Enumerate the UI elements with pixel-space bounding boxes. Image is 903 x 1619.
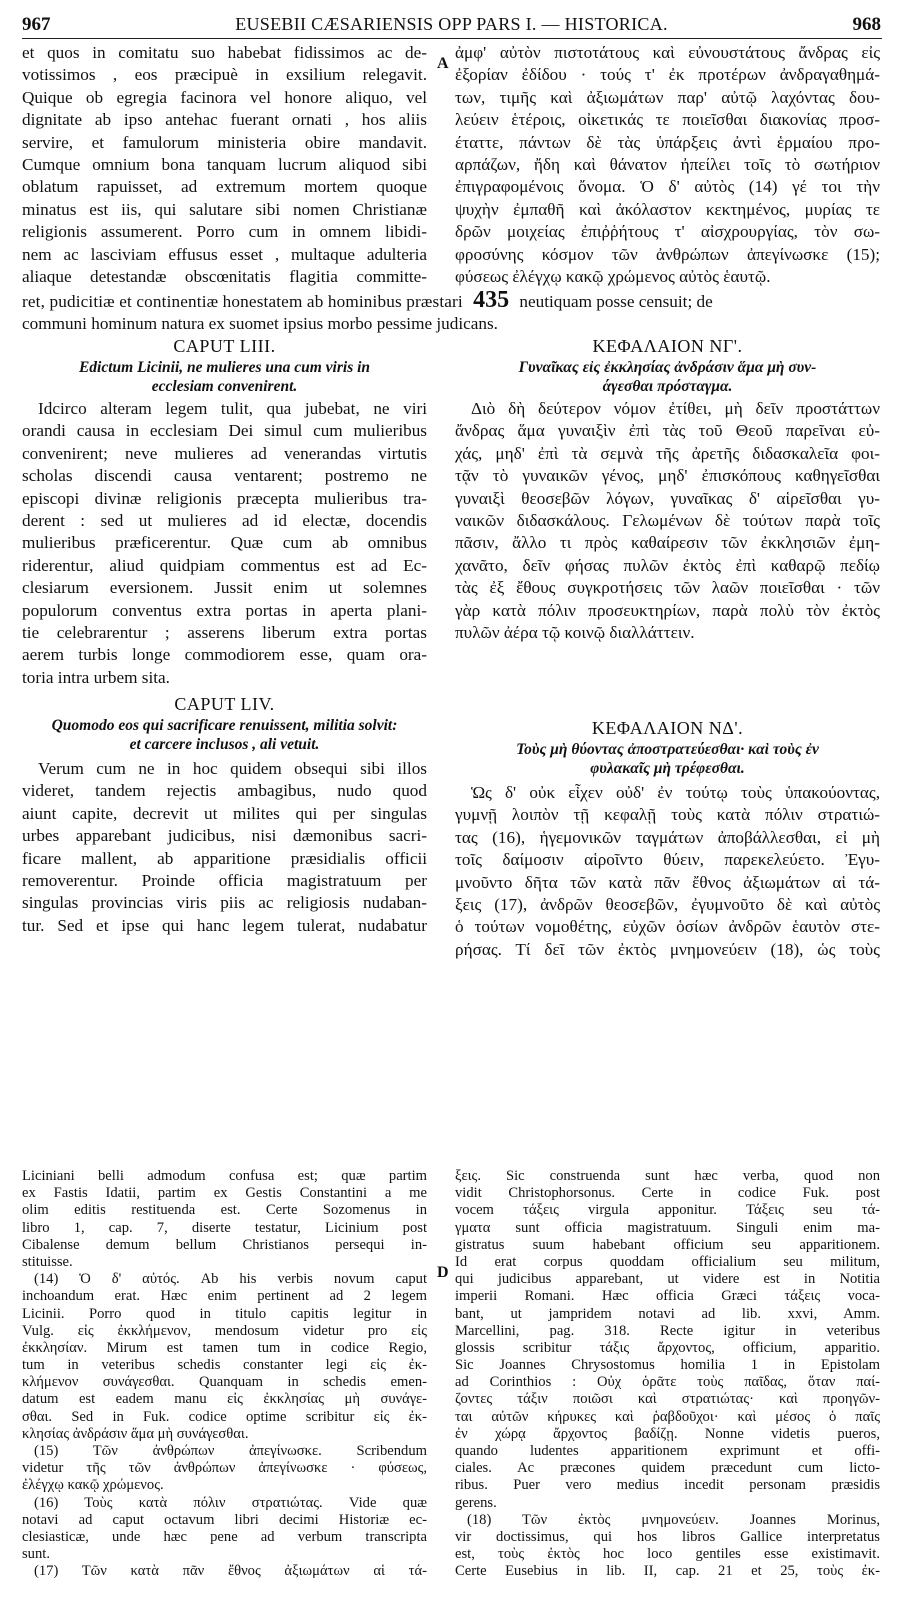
note-line: Certe Eusebius in lib. II, cap. 21 et 25, τοὺς ἐκ- (455, 1563, 880, 1580)
kephalaion-54-subtitle-1: Τοὺς μὴ θύοντας ἀποστρατεύεσθαι· καὶ τοὺς ἐν (516, 741, 819, 758)
text-line: ξεις (17), ἀνδρῶν θεοσεβῶν, ἐγυμνοῦτο δὲ καὶ αὐτὸς (455, 894, 880, 914)
text-line: servire, et famulorum ministeria obire mandavit. (22, 132, 427, 152)
note-line: ex Fastis Idatii, partim ex Gestis Constantini a me (22, 1185, 427, 1202)
page-number-right: 968 (852, 14, 881, 35)
caput-54-subtitle-2: et carcere inclusos , ali vetuit. (129, 736, 320, 753)
note-line: libro 1, cap. 7, diserte testatur, Licinium post (22, 1219, 427, 1236)
note-line: Cibalense demum bellum Christianos persequi in- (22, 1236, 427, 1253)
note-line: videtur τῆς τῶν ἀνθρώπων ἀπεγίνωσκε · φύσεως, (22, 1460, 427, 1477)
text-line: χάς, μηδ' ἐπὶ τὰ σεμνὰ τῆς ἀρετῆς διδασκαλεῖα φοι- (455, 443, 880, 463)
note-line: clesiasticæ, unde hæc pene ad verbum transcripta (22, 1528, 427, 1545)
text-line: ἀμφ' αὐτὸν πιστοτάτους καὶ εὐνουστάτους ἄνδρας εἰς (455, 43, 880, 62)
note-line: Sic Joannes Chrysostomus homilia 1 in Epistolam (455, 1357, 880, 1374)
text-line: aerem turbis longe commodiorem esse, quam ora- (22, 645, 427, 665)
text-line: φύσεως ἐλέγχῳ κακῷ χρώμενος αὐτὸς ἑαυτῷ. (455, 266, 771, 286)
top-latin-column (22, 42, 427, 288)
note-line: (18) Τῶν ἐκτὸς μνημονεύειν. Joannes Morinus, (467, 1511, 880, 1528)
note-line: ἐλέγχῳ κακῷ χρώμενος. (22, 1477, 164, 1494)
margin-letter-d: D (437, 1264, 449, 1281)
note-line: ἐν χώρᾳ ἄρχοντος βαδίζῃ. Nonne videtis pueros, (455, 1425, 880, 1442)
text-line: ρήσας. Τί δεῖ τῶν ἐκτὸς μνημονεύειν (18), ὡς τοὺς (455, 939, 880, 959)
caput-53-subtitle-1: Edictum Licinii, ne mulieres una cum viris in (78, 359, 371, 376)
note-line: ζοντες τάξιν ποιῶσι καὶ στρατιώτας· καὶ προηγῶν- (455, 1391, 880, 1408)
kephalaion-53-subtitle-2: άγεσθαι πρόσταγμα. (602, 378, 733, 395)
note-line: stituisse. (22, 1253, 73, 1270)
running-title: EUSEBII CÆSARIENSIS OPP PARS I. — HISTORICA. (235, 14, 668, 34)
text-line: populorum conventus extra portas in aperta plani- (22, 600, 427, 620)
note-line: ξεις. Sic construenda sunt hæc verba, quod non (455, 1168, 880, 1184)
text-line: χανᾶτο, δεῖν φήσας πυλῶν ἐκτὸς ἐπὶ καθαρῷ πεδίῳ (455, 555, 880, 575)
text-line: minatus est iis, qui salutare sibi nomen Christianæ (22, 199, 427, 219)
note-line: ται αὐτῶν κήρυκες καὶ ῥαβδοῦχοι· καὶ μέσος ὁ παῖς (455, 1408, 880, 1425)
text-line: Cumque omnium bona tanquam lucrum aliquod sibi (22, 154, 427, 174)
note-line: quando ludentes apparitionem exprimunt et offi- (455, 1443, 880, 1459)
note-line: est, τοὺς ἐκτὸς hoc loco gentiles esse existimavit. (455, 1546, 880, 1563)
note-line: tum in veteribus schedis constanter legi εἰς ἐκ- (22, 1357, 427, 1374)
text-line: τὰς ἐξ ἔθους συγκροτήσεις τῶν λαῶν ποιεῖσθαι · τῶν (455, 578, 880, 598)
note-line: vidit Christophorsonus. Certe in codice Fuk. post (455, 1185, 880, 1202)
text-line: nem ac lasciviam effusus esset , multaque adulteria (22, 244, 427, 264)
text-line: aiunt capite, decrevit ut milites qui per singulas (22, 803, 427, 823)
margin-letter-a: A (437, 55, 449, 72)
note-line: sunt. (22, 1546, 50, 1563)
caput-54-heading: CAPUT LIV. (174, 694, 275, 714)
note-line: imperii Romani. Hæc officia Græci τάξεις voca- (455, 1288, 880, 1305)
full-width-line-2: communi hominum natura ex suomet ipsius morbo pessime judicans. (22, 314, 498, 333)
text-line: έταττε, πάντων δὲ τὰς ὑπάρξεις ἀντὶ ἑρμαίου προ- (455, 132, 880, 152)
note-line: gerens. (455, 1494, 497, 1511)
text-line: ψυχὴν ἐμπαθῆ καὶ ἀκόλαστον κεκτημένος, μυρίας τε (455, 199, 880, 219)
note-line: inchoandum erat. Hæc enim pertinent ad 2 legem (22, 1288, 427, 1305)
kephalaion-54-subtitle-2: φυλακαῖς μὴ τρέφεσθαι. (590, 760, 745, 777)
text-line: τας (16), ἡγεμονικῶν ταγμάτων ἀποβάλλεσθαι, εἰ μὴ (455, 827, 880, 847)
text-line: mulieribus præficerentur. Quæ cum ab omnibus (22, 533, 427, 553)
text-line: oblatum rapuisset, ad extremum mortem quoque (22, 177, 427, 197)
text-line: religionis assumerent. Porro cum in omnem libidi- (22, 222, 427, 242)
note-line: γματα sunt officia magistratuum. Singuli enim ma- (455, 1219, 880, 1236)
note-line: Vulg. εἰς ἐκκλήμενον, mendosum videtur pro εἰς (22, 1322, 427, 1339)
text-line: Διὸ δὴ δεύτερον νόμον ἐτίθει, μὴ δεῖν προστάττων (471, 399, 880, 418)
caput-53-subtitle-2: ecclesiam convenirent. (151, 378, 298, 395)
note-line: bant, ut jampridem notavi ad lib. xxvi, Amm. (455, 1305, 880, 1322)
text-line: μνοῦντο δῆτα τῶν κατὰ πᾶν ἔθνος ἀξιωμάτων αἱ τά- (455, 872, 880, 892)
note-line: Id erat corpus quoddam officialium seu militum, (455, 1253, 880, 1270)
text-line: clesiarum eversionem. Jussit enim ut solemnes (22, 578, 427, 598)
text-line: scholas discendi causa ventarent; postremo ne (22, 466, 427, 486)
text-line: δρῶν μοιχείας ἐπιῤῥήτους τ' αἰσχρουργίας, τὸν σω- (455, 222, 880, 242)
text-line: πᾶσιν, ἄλλο τι πρὸς καθαίρεσιν τῶν ἐκκλησιῶν ἐμη- (455, 533, 880, 553)
full-width-line-1 (22, 289, 882, 315)
text-line: episcopi divinæ religionis præcepta mulieribus tra- (22, 488, 427, 508)
text-line: των, τιμῆς καὶ ἀξιωμάτων παρ' αὐτῷ λαχόντας δου- (455, 87, 880, 107)
text-line: τᾷν τὸ γυναικῶν γένος, μηδ' ἐπισκόπους καθηγεῖσθαι (455, 466, 880, 486)
text-line: aliaque detestandæ obscœnitatis flagitia committe- (22, 266, 427, 286)
text-line: ναικῶν διδασκάλους. Γελωμένων δὲ τούτων παρὰ τοῖς (455, 510, 880, 530)
text-line: Verum cum ne in hoc quidem obsequi sibi illos (38, 759, 427, 778)
caput-54-subtitle-1: Quomodo eos qui sacrificare renuissent, militia solvit: (51, 717, 398, 734)
text-line: λεύειν ἑτέροις, οἰκετικάς τε ποιεῖσθαι διακονίας προσ- (455, 110, 880, 130)
note-line: κλήμενον συνάγεσθαι. Quanquam in schedis emen- (22, 1374, 427, 1391)
note-line: Licinii. Porro quod in titulo capitis legitur in (22, 1305, 427, 1322)
page-number-left: 967 (22, 14, 51, 35)
text-line: videret, tandem rejectis ambagibus, nudo quod (22, 781, 427, 801)
note-line: (16) Τοὺς κατὰ πόλιν στρατιώτας. Vide quæ (34, 1494, 427, 1511)
note-line: (17) Τῶν κατὰ πᾶν ἔθνος ἀξιωμάτων αἱ τά- (34, 1563, 427, 1580)
caput-54-latin-text (22, 758, 427, 937)
kephalaion-53-subtitle-1: Γυναῖκας εἰς ἐκκλησίας ἀνδράσιν ἅμα μὴ συν- (518, 359, 817, 376)
note-line: ribus. Puer vero medius incedit personam præsidis (455, 1477, 880, 1494)
kephalaion-54-heading: ΚΕΦΑΛΑΙΟΝ ΝΔ'. (591, 718, 744, 738)
full-line-text-a: ret, pudicitiæ et continentiæ honestatem ab hominibus præstari (22, 292, 463, 311)
text-line: γυναιξὶ θεοσεβῶν λόγων, γυναῖκας δ' αἱρεῖσθαι γυ- (455, 488, 880, 508)
text-line: riderentur, aliud quidpiam commentus est ad Ec- (22, 555, 427, 575)
text-line: γυμνῇ λοιπὸν τῇ κεφαλῇ τοὺς κατὰ πόλιν στρατιώ- (455, 805, 880, 825)
note-line: ἐκκλησίαν. Mirum est tamen tum in codice Regio, (22, 1339, 427, 1356)
note-line: ciales. Ac præcones quidem præcedunt cum licto- (455, 1460, 880, 1477)
text-line: φροσύνης κόσμον τῶν ἀνθρώπων ἀπεγίνωσκε (15); (455, 244, 880, 264)
text-line: derent : sed ut mulieres ad id electæ, docendis (22, 510, 427, 530)
note-line: olim editis restituenda est. Certe Sozomenus in (22, 1202, 427, 1219)
text-line: ὁ τούτων νομοθέτης, εὐχῶν ὁσίων ἀνδρῶν ἑαυτὸν στε- (455, 917, 880, 937)
text-line: orandi causa in ecclesiam Dei simul cum mulieribus (22, 421, 427, 441)
note-line: σθαι. Sed in Fuk. codice optime scribitur εἰς ἐκ- (22, 1408, 427, 1425)
text-line: singulas provincias viris piis ac religiosis nudaban- (22, 893, 427, 913)
note-line: glossis scribitur τάξις ἄρχοντος, officium, apparitio. (455, 1339, 880, 1356)
note-line: vocem τάξεις virgula apponitur. Τάξεις seu τά- (455, 1202, 880, 1219)
text-line: toria intra urbem sita. (22, 667, 170, 687)
text-line: πυλῶν ἀέρα τῷ κοινῷ διαλλάττειν. (455, 622, 695, 642)
kephalaion-54-greek-text (455, 782, 880, 961)
text-line: ἐξορίαν ἐδίδου · τούς τ' ἐκ προτέρων ἀνδραγαθημά- (455, 65, 880, 85)
text-line: dignitate ab ipso antehac fuerant ornati , hos aliis (22, 110, 427, 130)
text-line: removerentur. Proinde officia magistratuum per (22, 870, 427, 890)
text-line: Quique ob egregia facinora vel honore aliquo, vel (22, 87, 427, 107)
kephalaion-53-heading: ΚΕΦΑΛΑΙΟΝ ΝΓ'. (592, 336, 743, 356)
note-line: qui judicibus apparebant, ut videre est in Notitia (455, 1271, 880, 1288)
text-line: convenirent; neve mulieres ad venerandas virtutis (22, 443, 427, 463)
marker-435: 435 (473, 287, 510, 313)
notes-left-column (22, 1168, 427, 1581)
header-rule (22, 38, 882, 39)
text-line: et quos in comitatu suo habebat fidissimos ac de- (22, 43, 427, 62)
note-line: κλησίας ἀνδράσιν ἅμα μὴ συνάγεσθαι. (22, 1425, 249, 1442)
text-line: τοῖς δαίμοσιν αἱροῖντο θύειν, παρεκελεύετο. Ἐγυ- (455, 850, 880, 870)
text-line: ἐπιγραφομένοις ὄνομα. Ὁ δ' αὐτὸς (14) γέ τοι τὴν (455, 177, 880, 197)
caput-53-latin-text (22, 398, 427, 689)
text-line: αρπάζων, ἤδη καὶ θάνατον ἠπείλει τοῖς τὸ σωτήριον (455, 154, 880, 174)
note-line: gistratus suum habebant officium seu apparitionem. (455, 1236, 880, 1253)
text-line: tie celebrarentur ; asserens liberum extra portas (22, 622, 427, 642)
note-line: Liciniani belli admodum confusa est; quæ partim (22, 1168, 427, 1184)
text-line: ficare mallent, ab apparitione præsidialis officii (22, 848, 427, 868)
kephalaion-53-greek-text (455, 398, 880, 644)
note-line: notavi ad caput octavum libri decimi Historiæ ec- (22, 1511, 427, 1528)
top-greek-column (455, 42, 880, 288)
text-line: urbes apparebant judicibus, nisi dæmonibus sacri- (22, 826, 427, 846)
note-line: (15) Τῶν ἀνθρώπων ἀπεγίνωσκε. Scribendum (34, 1443, 427, 1459)
note-line: ad Corinthios : Οὐχ ὁρᾶτε τοὺς παῖδας, ὅταν παί- (455, 1374, 880, 1391)
text-line: votissimos , eos præcipuè in exsilium relegavit. (22, 65, 427, 85)
text-line: Ὡς δ' οὐκ εἶχεν οὐδ' ἐν τούτῳ τοὺς ὑπακούοντας, (471, 783, 880, 802)
text-line: ἄνδρας ἅμα γυναιξὶν ἐπὶ τὰς τοῦ Θεοῦ παρεῖναι εὐ- (455, 421, 880, 441)
caput-53-heading: CAPUT LIII. (173, 336, 276, 356)
text-line: Idcirco alteram legem tulit, qua jubebat, ne viri (38, 399, 427, 418)
note-line: vir doctissimus, qui hos libros Gallice interpretatus (455, 1528, 880, 1545)
note-line: datum est eadem manu εἰς ἐκκλησίας μὴ συνάγε- (22, 1391, 427, 1408)
full-line-text-b: neutiquam posse censuit; de (519, 292, 713, 311)
notes-right-column (455, 1168, 880, 1581)
note-line: (14) Ὁ δ' αὐτός. Ab his verbis novum caput (34, 1271, 427, 1288)
text-line: tur. Sed et ipse qui hanc legem tulerat, nudabatur (22, 915, 427, 935)
text-line: γὰρ κατὰ πόλιν προσευκτηρίων, παρὰ πολὺ τὸν ἐκτὸς (455, 600, 880, 620)
note-line: Marcellini, pag. 318. Recte igitur in veteribus (455, 1322, 880, 1339)
